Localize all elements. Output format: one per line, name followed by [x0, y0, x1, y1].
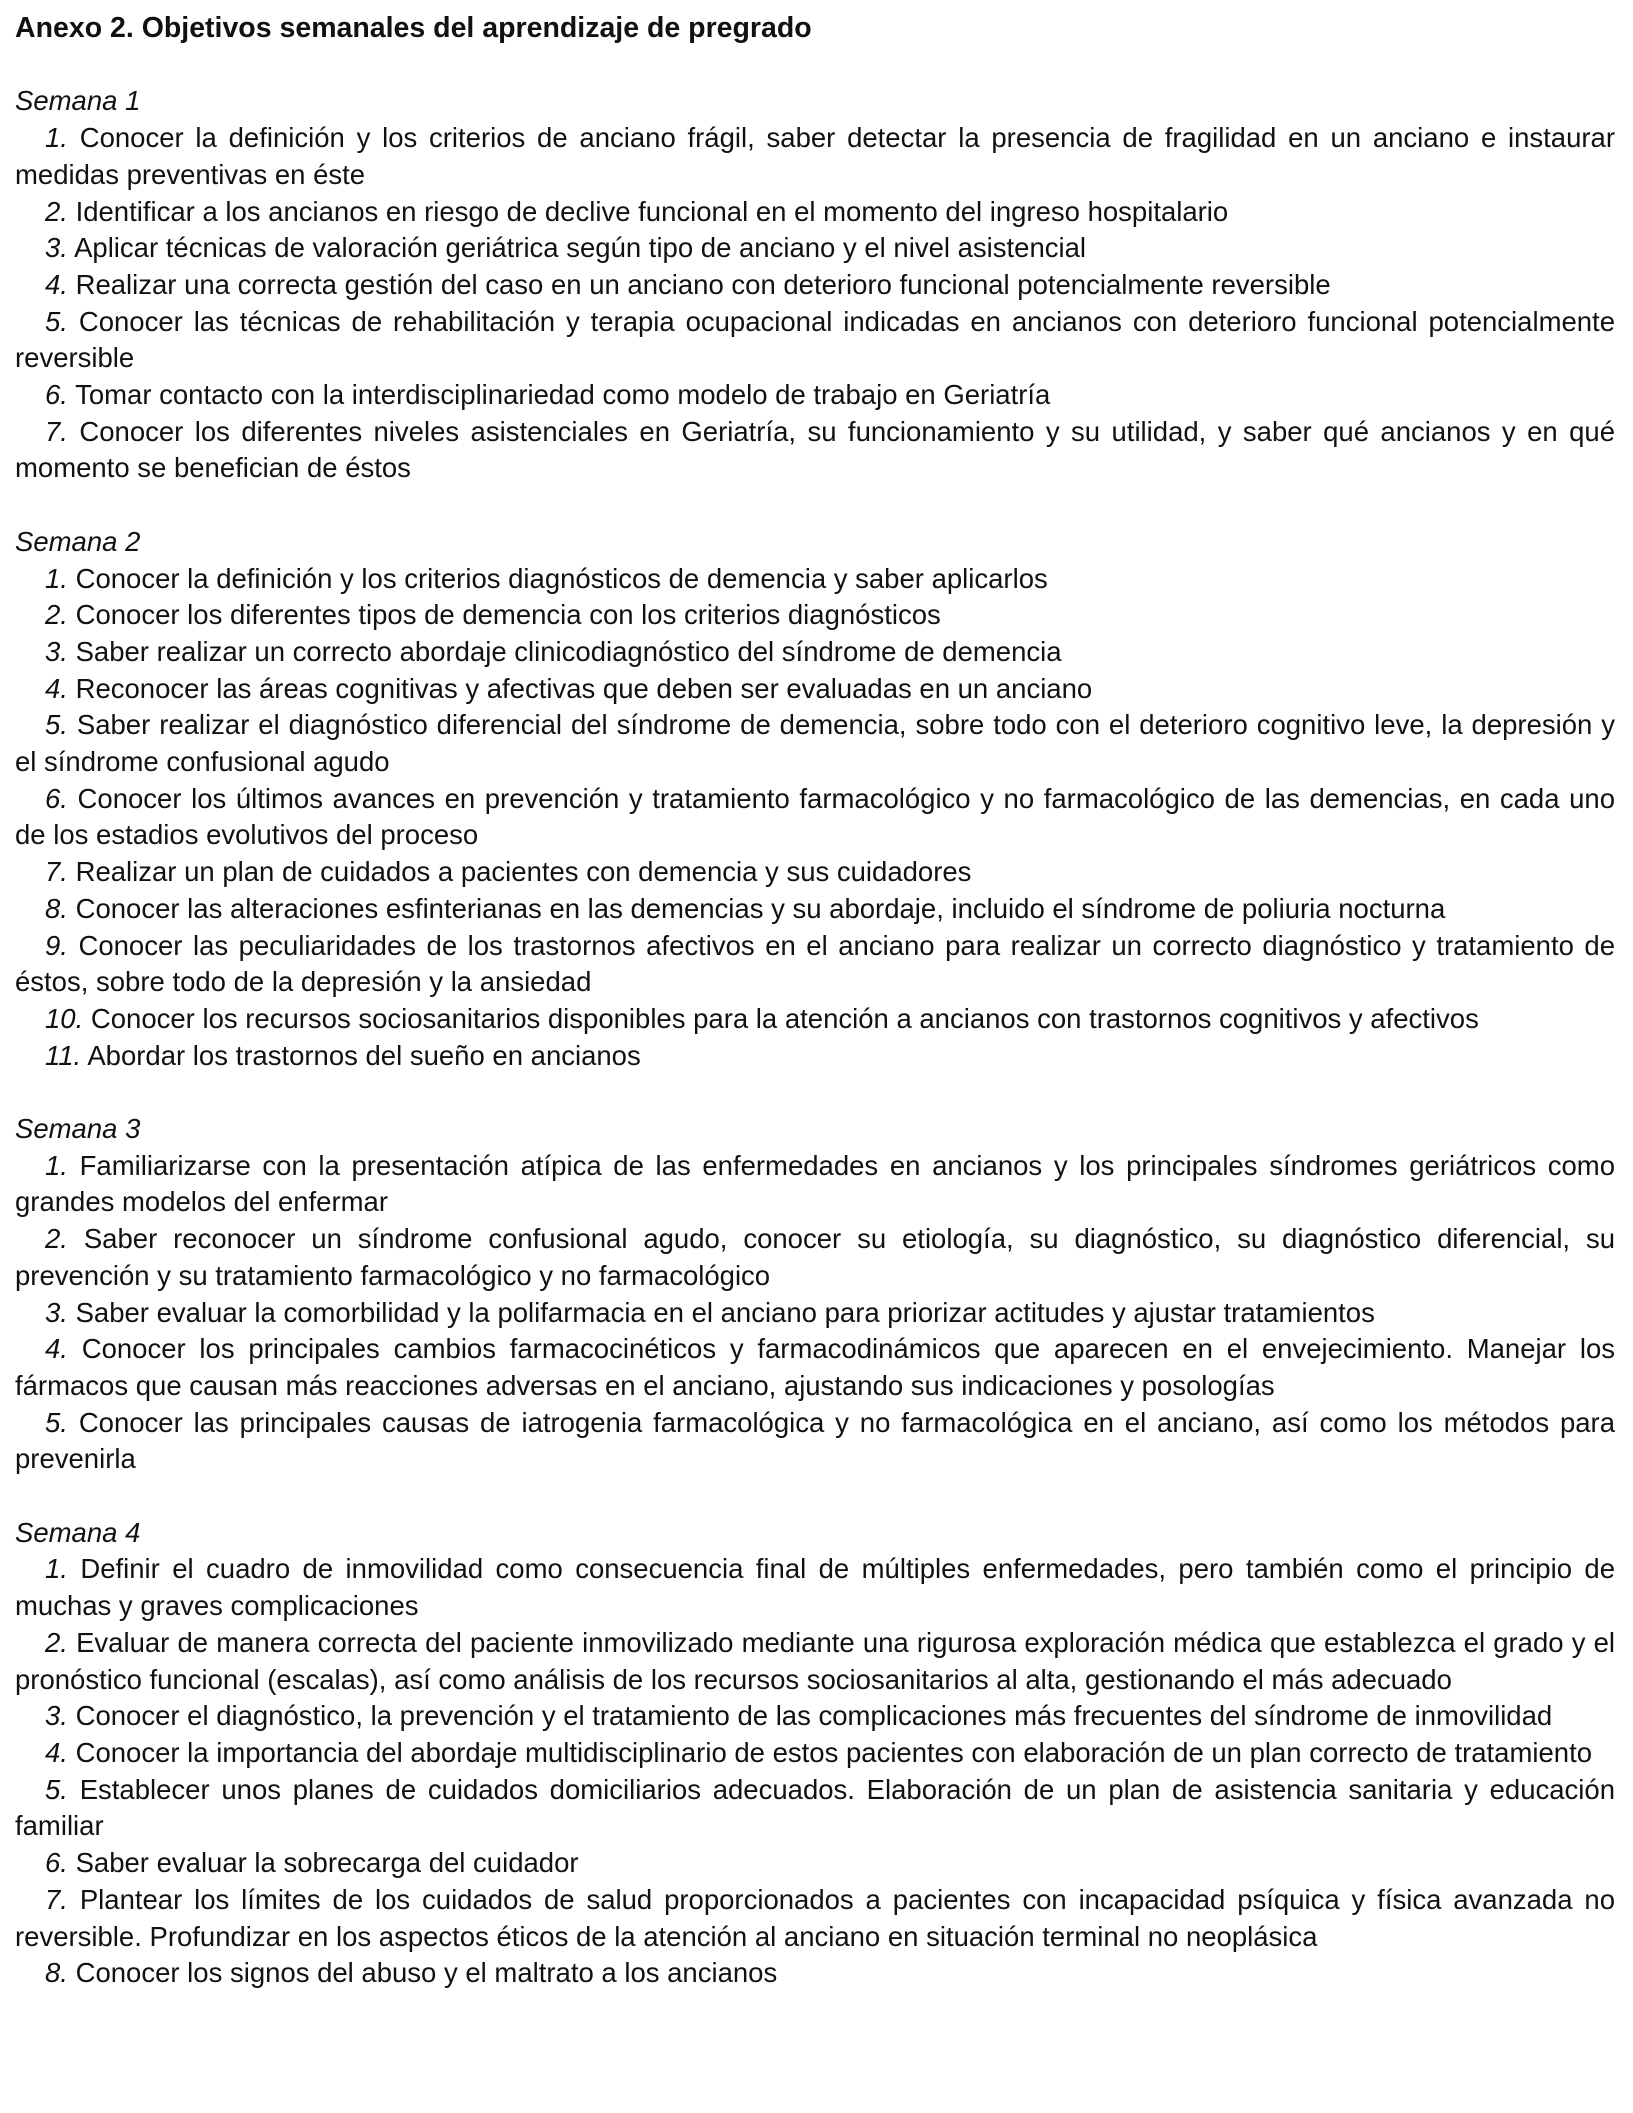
- item-number: 8.: [45, 1957, 68, 1989]
- item-number: 2.: [45, 599, 68, 631]
- item-text: Conocer la importancia del abordaje multidisciplinario de estos pacientes con elaboración de un plan correcto de tratamiento: [75, 1736, 1593, 1768]
- week-heading: Semana 4: [15, 1516, 141, 1548]
- item-number: 5.: [45, 1773, 68, 1805]
- list-item: [15, 1148, 1615, 1221]
- item-text: Abordar los trastornos del sueño en ancianos: [87, 1039, 641, 1071]
- list-item: [15, 377, 1615, 414]
- item-text: Conocer las alteraciones esfinterianas en las demencias y su abordaje, incluido el síndrome de poliuria nocturna: [75, 892, 1446, 924]
- list-item: [15, 671, 1615, 708]
- item-number: 4.: [45, 268, 68, 300]
- list-item: [15, 634, 1615, 671]
- item-text: Conocer los principales cambios farmacocinéticos y farmacodinámicos que aparecen en el envejecimiento. Manejar los fármacos que causan más reacciones adversas en el anciano, ajustando sus indicaciones y posologías: [15, 1333, 1616, 1401]
- item-text: Saber evaluar la comorbilidad y la polifarmacia en el anciano para priorizar actitudes y ajustar tratamientos: [75, 1296, 1375, 1328]
- list-item: [15, 120, 1615, 193]
- item-number: 1.: [45, 562, 68, 594]
- list-item: [15, 781, 1615, 854]
- item-number: 11.: [45, 1039, 82, 1071]
- item-text: Tomar contacto con la interdisciplinariedad como modelo de trabajo en Geriatría: [75, 379, 1051, 411]
- list-item: [15, 1698, 1615, 1735]
- item-text: Saber evaluar la sobrecarga del cuidador: [75, 1847, 579, 1879]
- week-section-2: [15, 524, 1615, 1075]
- item-number: 3.: [45, 1700, 68, 1732]
- week-section-4: [15, 1515, 1615, 1992]
- week-section-1: [15, 83, 1615, 487]
- item-number: 1.: [45, 122, 68, 154]
- list-item: [15, 304, 1615, 377]
- item-text: Conocer los diferentes tipos de demencia con los criterios diagnósticos: [75, 599, 941, 631]
- item-number: 3.: [45, 232, 68, 264]
- list-item: [15, 1405, 1615, 1478]
- item-number: 3.: [45, 635, 68, 667]
- item-number: 1.: [45, 1149, 68, 1181]
- list-item: [15, 1882, 1615, 1955]
- item-text: Establecer unos planes de cuidados domiciliarios adecuados. Elaboración de un plan de asistencia sanitaria y educación familiar: [15, 1773, 1615, 1842]
- item-text: Realizar un plan de cuidados a pacientes con demencia y sus cuidadores: [75, 856, 972, 888]
- item-text: Realizar una correcta gestión del caso en un anciano con deterioro funcional potencialmente reversible: [75, 268, 1331, 300]
- item-number: 8.: [45, 892, 68, 924]
- item-text: Identificar a los ancianos en riesgo de declive funcional en el momento del ingreso hospitalario: [75, 195, 1229, 227]
- list-item: [15, 194, 1615, 231]
- item-text: Conocer las técnicas de rehabilitación y terapia ocupacional indicadas en ancianos con deterioro funcional potencialmente reversible: [15, 305, 1615, 374]
- list-item: [15, 891, 1615, 928]
- list-item: [15, 597, 1615, 634]
- item-text: Conocer la definición y los criterios de anciano frágil, saber detectar la presencia de fragilidad en un anciano e instaurar medidas preventivas en éste: [15, 122, 1615, 190]
- item-number: 3.: [45, 1296, 68, 1328]
- item-number: 4.: [45, 672, 68, 704]
- item-text: Conocer las principales causas de iatrogenia farmacológica y no farmacológica en el anciano, así como los métodos para prevenirla: [15, 1406, 1615, 1475]
- week-section-3: [15, 1111, 1615, 1478]
- item-text: Conocer el diagnóstico, la prevención y el tratamiento de las complicaciones más frecuentes del síndrome de inmovilidad: [75, 1700, 1553, 1732]
- item-text: Aplicar técnicas de valoración geriátrica según tipo de anciano y el nivel asistencial: [74, 232, 1087, 264]
- week-heading: Semana 2: [15, 525, 141, 557]
- list-item: [15, 1735, 1615, 1772]
- item-text: Conocer la definición y los criterios diagnósticos de demencia y saber aplicarlos: [75, 562, 1048, 594]
- list-item: [15, 1772, 1615, 1845]
- list-item: [15, 1001, 1615, 1038]
- item-text: Saber reconocer un síndrome confusional agudo, conocer su etiología, su diagnóstico, su diagnóstico diferencial, su prevención y su tratamiento farmacológico y no farmacológico: [15, 1223, 1616, 1291]
- item-text: Definir el cuadro de inmovilidad como consecuencia final de múltiples enfermedades, pero también como el principio de muchas y graves complicaciones: [15, 1553, 1616, 1622]
- list-item: [15, 1551, 1615, 1624]
- item-text: Saber realizar un correcto abordaje clinicodiagnóstico del síndrome de demencia: [75, 635, 1062, 667]
- list-item: [15, 854, 1615, 891]
- week-heading: Semana 1: [15, 85, 141, 117]
- item-text: Conocer los diferentes niveles asistenciales en Geriatría, su funcionamiento y su utilidad, y saber qué ancianos y en qué momento se benefician de éstos: [15, 415, 1616, 484]
- item-text: Conocer las peculiaridades de los trastornos afectivos en el anciano para realizar un correcto diagnóstico y tratamiento de éstos, sobre todo de la depresión y la ansiedad: [15, 929, 1616, 998]
- item-number: 7.: [45, 856, 68, 888]
- list-item: [15, 414, 1615, 487]
- item-text: Conocer los recursos sociosanitarios disponibles para la atención a ancianos con trastornos cognitivos y afectivos: [90, 1002, 1479, 1034]
- item-number: 6.: [45, 379, 68, 411]
- list-item: [15, 561, 1615, 598]
- item-number: 4.: [45, 1736, 68, 1768]
- item-text: Evaluar de manera correcta del paciente inmovilizado mediante una rigurosa exploración médica que establezca el grado y el pronóstico funcional (escalas), así como análisis de los recursos sociosanitarios al alta, gestionando el más adecuado: [15, 1626, 1615, 1695]
- document-page: [15, 10, 1615, 1992]
- list-item: [15, 1625, 1615, 1698]
- list-item: [15, 1221, 1615, 1294]
- item-number: 10.: [45, 1002, 84, 1034]
- item-number: 7.: [45, 1883, 68, 1915]
- list-item: [15, 707, 1615, 780]
- item-number: 7.: [45, 415, 68, 447]
- item-number: 6.: [45, 782, 68, 814]
- list-item: [15, 1295, 1615, 1332]
- item-number: 1.: [45, 1553, 68, 1585]
- item-number: 5.: [45, 1406, 68, 1438]
- list-item: [15, 928, 1615, 1001]
- item-text: Conocer los signos del abuso y el maltrato a los ancianos: [75, 1957, 778, 1989]
- item-text: Conocer los últimos avances en prevención y tratamiento farmacológico y no farmacológico de las demencias, en cada uno de los estadios evolutivos del proceso: [15, 782, 1616, 851]
- list-item: [15, 1331, 1615, 1404]
- item-text: Saber realizar el diagnóstico diferencial del síndrome de demencia, sobre todo con el deterioro cognitivo leve, la depresión y el síndrome confusional agudo: [15, 709, 1616, 778]
- list-item: [15, 1845, 1615, 1882]
- item-number: 5.: [45, 305, 68, 337]
- list-item: [15, 267, 1615, 304]
- item-text: Plantear los límites de los cuidados de salud proporcionados a pacientes con incapacidad psíquica y física avanzada no reversible. Profundizar en los aspectos éticos de la atención al anciano en situación terminal no neoplásica: [15, 1883, 1615, 1952]
- item-number: 2.: [45, 1223, 68, 1255]
- item-text: Familiarizarse con la presentación atípica de las enfermedades en ancianos y los principales síndromes geriátricos como grandes modelos del enfermar: [15, 1149, 1615, 1218]
- item-number: 9.: [45, 929, 68, 961]
- item-number: 2.: [45, 1626, 68, 1658]
- list-item: [15, 1955, 1615, 1992]
- item-number: 5.: [45, 709, 68, 741]
- list-item: [15, 230, 1615, 267]
- week-heading: Semana 3: [15, 1113, 141, 1145]
- item-number: 2.: [45, 195, 68, 227]
- document-title: Anexo 2. Objetivos semanales del aprendizaje de pregrado: [15, 12, 812, 44]
- item-number: 4.: [45, 1333, 68, 1365]
- item-text: Reconocer las áreas cognitivas y afectivas que deben ser evaluadas en un anciano: [75, 672, 1093, 704]
- item-number: 6.: [45, 1847, 68, 1879]
- list-item: [15, 1038, 1615, 1075]
